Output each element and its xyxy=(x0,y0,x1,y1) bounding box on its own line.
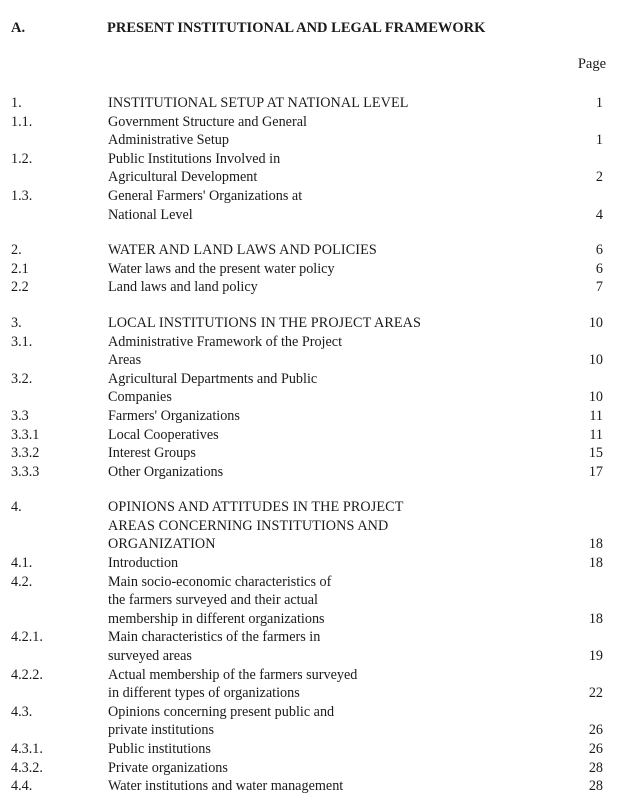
toc-chapter-entry xyxy=(0,94,617,113)
entry-number: 3.3.2 xyxy=(11,445,40,462)
entry-page-number: 18 xyxy=(588,555,603,572)
entry-page-number: 4 xyxy=(595,206,603,223)
entry-title-line: Agricultural Departments and Public xyxy=(108,370,318,387)
entry-title xyxy=(108,241,528,260)
toc-entry xyxy=(0,407,617,426)
entry-title-line: Private organizations xyxy=(108,759,228,776)
entry-number: 3.1. xyxy=(11,333,33,350)
entry-title-line: Public institutions xyxy=(108,741,211,757)
entry-title xyxy=(108,426,528,445)
entry-page-number: 11 xyxy=(589,426,603,443)
entry-title xyxy=(108,94,528,113)
toc-entry xyxy=(0,278,617,297)
entry-number: 1.3. xyxy=(11,187,33,204)
entry-title-line: Actual membership of the farmers surveyed xyxy=(108,666,358,683)
entry-title-line: in different types of organizations xyxy=(108,685,300,702)
toc-entry xyxy=(0,333,617,370)
entry-page-number: 7 xyxy=(595,279,603,296)
entry-page-number: 2 xyxy=(595,169,603,186)
entry-title-line: Government Structure and General xyxy=(108,113,307,130)
entry-title xyxy=(108,703,528,740)
entry-number: 1.2. xyxy=(11,150,33,167)
entry-title-line: the farmers surveyed and their actual xyxy=(108,592,318,609)
entry-page-number: 1 xyxy=(595,132,603,149)
entry-number: 2.1 xyxy=(11,260,29,277)
entry-number: 4.3.2. xyxy=(11,759,43,776)
entry-title-line: Water laws and the present water policy xyxy=(108,260,335,277)
toc-entry xyxy=(0,628,617,665)
entry-title-line: Other Organizations xyxy=(108,463,224,480)
entry-title-line: Areas xyxy=(108,352,142,369)
toc-entry xyxy=(0,370,617,407)
entry-number: 4. xyxy=(11,499,22,516)
entry-number: 4.1. xyxy=(11,555,33,572)
toc-entry xyxy=(0,113,617,150)
entry-title xyxy=(108,113,528,150)
entry-number: 1.1. xyxy=(11,113,33,130)
entry-page-number: 26 xyxy=(588,722,603,739)
entry-title-line: Water institutions and water management xyxy=(108,778,344,795)
group-spacer xyxy=(0,297,617,314)
group-spacer xyxy=(0,481,617,498)
entry-title-line: Land laws and land policy xyxy=(108,279,258,296)
entry-title-line: WATER AND LAND LAWS AND POLICIES xyxy=(108,242,377,259)
entry-number: 2. xyxy=(11,242,22,259)
toc-chapter-entry xyxy=(0,314,617,333)
entry-title-line: Companies xyxy=(108,389,172,406)
entry-number: 2.2 xyxy=(11,279,29,296)
toc-entry xyxy=(0,187,617,224)
entry-title-line: AREAS CONCERNING INSTITUTIONS AND xyxy=(108,517,389,534)
group-spacer xyxy=(0,224,617,241)
entry-title xyxy=(108,444,528,463)
entry-number: 3.3 xyxy=(11,407,29,424)
toc-entry xyxy=(0,740,617,759)
entry-number: 3. xyxy=(11,314,22,331)
entry-title xyxy=(108,187,528,224)
entry-number: 4.2. xyxy=(11,573,33,590)
table-of-contents xyxy=(0,94,617,796)
entry-number: 4.2.2. xyxy=(11,666,43,683)
entry-title-line: LOCAL INSTITUTIONS IN THE PROJECT AREAS xyxy=(108,314,422,331)
entry-title-line: Main socio-economic characteristics of xyxy=(108,573,332,590)
entry-title-line: Local Cooperatives xyxy=(108,426,219,443)
toc-entry xyxy=(0,777,617,796)
entry-page-number: 28 xyxy=(588,778,603,795)
entry-title xyxy=(108,370,528,407)
entry-number: 3.2. xyxy=(11,370,33,387)
entry-page-number: 18 xyxy=(588,610,603,627)
section-letter: A. xyxy=(11,20,26,36)
entry-title-line: Introduction xyxy=(108,555,179,572)
entry-number: 4.3.1. xyxy=(11,741,43,757)
entry-page-number: 19 xyxy=(588,648,603,665)
entry-page-number: 10 xyxy=(588,352,603,369)
entry-number: 4.4. xyxy=(11,778,33,795)
entry-page-number: 6 xyxy=(595,260,603,277)
entry-title xyxy=(108,740,528,759)
entry-page-number: 22 xyxy=(588,685,603,702)
toc-entry xyxy=(0,150,617,187)
entry-title xyxy=(108,463,528,482)
entry-title xyxy=(108,777,528,796)
entry-number: 1. xyxy=(11,95,22,111)
entry-title-line: Public Institutions Involved in xyxy=(108,150,281,167)
entry-number: 3.3.1 xyxy=(11,426,40,443)
entry-page-number: 1 xyxy=(595,95,603,111)
entry-number: 3.3.3 xyxy=(11,463,40,480)
entry-title-line: private institutions xyxy=(108,722,215,739)
entry-number: 4.3. xyxy=(11,703,33,720)
entry-page-number: 28 xyxy=(588,759,603,776)
entry-page-number: 10 xyxy=(588,389,603,406)
toc-entry xyxy=(0,554,617,573)
toc-entry xyxy=(0,666,617,703)
entry-title xyxy=(108,498,528,554)
entry-title-line: Farmers' Organizations xyxy=(108,407,240,424)
entry-page-number: 6 xyxy=(595,242,603,259)
entry-title-line: Main characteristics of the farmers in xyxy=(108,629,321,646)
entry-title xyxy=(108,314,528,333)
entry-title xyxy=(108,333,528,370)
entry-page-number: 26 xyxy=(588,741,603,757)
entry-page-number: 11 xyxy=(589,407,603,424)
toc-entry xyxy=(0,703,617,740)
entry-title-line: Administrative Setup xyxy=(108,132,229,149)
entry-page-number: 10 xyxy=(588,314,603,331)
entry-title-line: Administrative Framework of the Project xyxy=(108,333,343,350)
toc-chapter-entry xyxy=(0,498,617,554)
toc-entry xyxy=(0,463,617,482)
entry-title-line: ORGANIZATION xyxy=(108,536,216,553)
entry-title xyxy=(108,278,528,297)
entry-title xyxy=(108,759,528,778)
entry-title xyxy=(108,554,528,573)
entry-title xyxy=(108,407,528,426)
entry-title-line: Agricultural Development xyxy=(108,169,258,186)
entry-title xyxy=(108,573,528,629)
entry-title xyxy=(108,628,528,665)
entry-title-line: OPINIONS AND ATTITUDES IN THE PROJECT xyxy=(108,499,404,516)
entry-title-line: membership in different organizations xyxy=(108,610,325,627)
entry-page-number: 18 xyxy=(588,536,603,553)
entry-page-number: 17 xyxy=(588,463,603,480)
entry-title-line: Opinions concerning present public and xyxy=(108,703,335,720)
entry-number: 4.2.1. xyxy=(11,629,43,646)
entry-title-line: INSTITUTIONAL SETUP AT NATIONAL LEVEL xyxy=(108,95,409,111)
entry-title-line: National Level xyxy=(108,206,193,223)
entry-title xyxy=(108,260,528,279)
entry-title-line: General Farmers' Organizations at xyxy=(108,187,303,204)
section-title: PRESENT INSTITUTIONAL AND LEGAL FRAMEWORK xyxy=(107,20,486,36)
toc-entry xyxy=(0,260,617,279)
entry-title xyxy=(108,666,528,703)
entry-title-line: surveyed areas xyxy=(108,648,192,665)
entry-title xyxy=(108,150,528,187)
toc-entry xyxy=(0,426,617,445)
toc-entry xyxy=(0,759,617,778)
page-column-label: Page xyxy=(577,56,606,72)
toc-entry xyxy=(0,573,617,629)
toc-chapter-entry xyxy=(0,241,617,260)
entry-title-line: Interest Groups xyxy=(108,445,196,462)
toc-entry xyxy=(0,444,617,463)
entry-page-number: 15 xyxy=(588,445,603,462)
